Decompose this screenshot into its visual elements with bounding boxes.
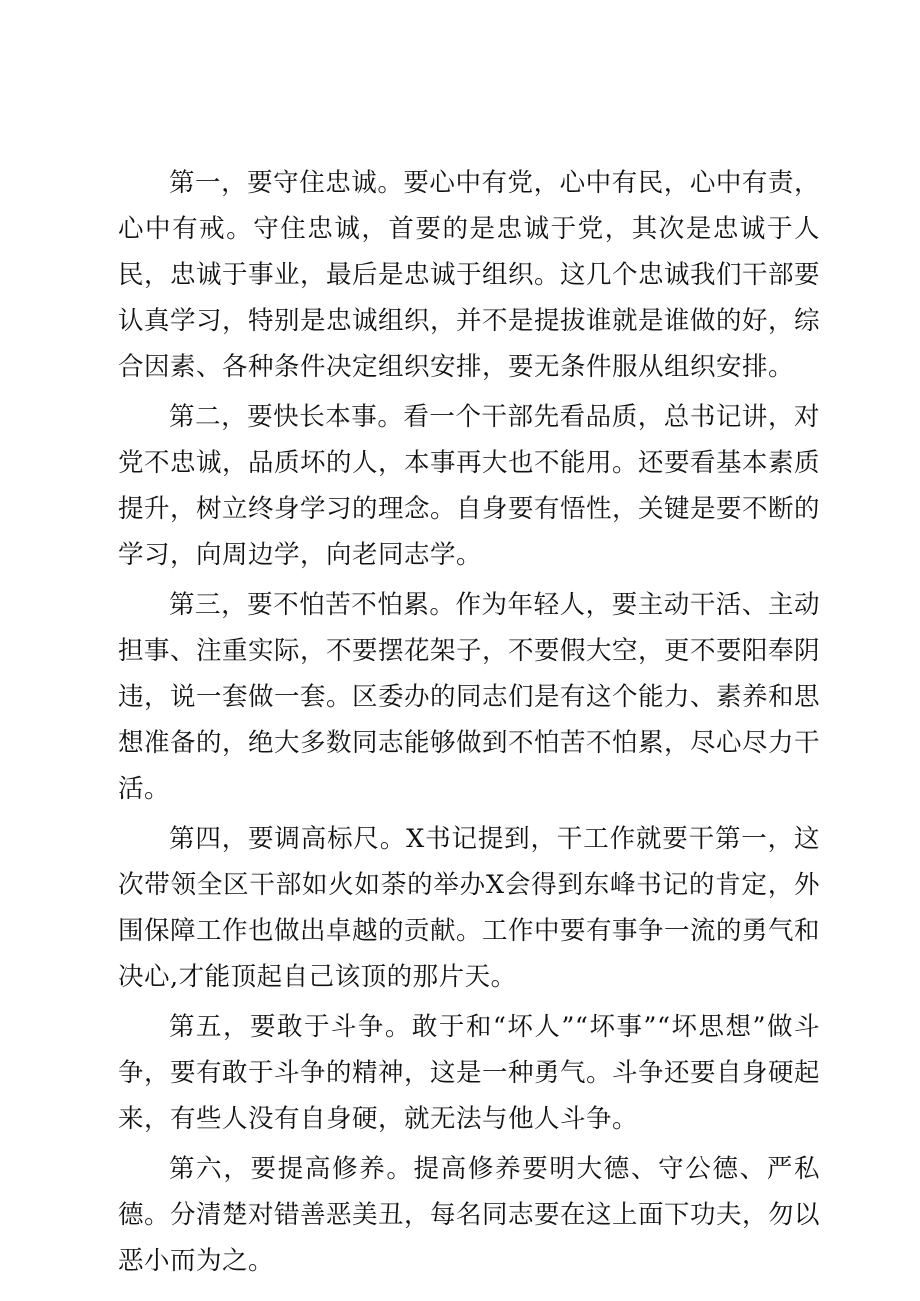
paragraph-5: 第五，要敢于斗争。敢于和“坏人”“坏事”“坏思想”做斗争，要有敢于斗争的精神，这是一种勇气。斗争还要自身硬起来，有些人没有自身硬，就无法与他人斗争。	[118, 1012, 821, 1134]
paragraph-2: 第二，要快长本事。看一个干部先看品质，总书记讲，对党不忠诚，品质坏的人，本事再大也不能用。还要看基本素质提升，树立终身学习的理念。自身要有悟性，关键是要不断的学习，向周边学，向老同志学。	[118, 402, 821, 570]
document-body	[118, 160, 820, 1284]
paragraph-3: 第三，要不怕苦不怕累。作为年轻人，要主动干活、主动担事、注重实际，不要摆花架子，不要假大空，更不要阳奉阴违，说一套做一套。区委办的同志们是有这个能力、素养和思想准备的，绝大多数同志能够做到不怕苦不怕累，尽心尽力干活。	[118, 590, 821, 804]
paragraph-1: 第一，要守住忠诚。要心中有党，心中有民，心中有责，心中有戒。守住忠诚，首要的是忠诚于党，其次是忠诚于人民，忠诚于事业，最后是忠诚于组织。这几个忠诚我们干部要认真学习，特别是忠诚组织，并不是提拔谁就是谁做的好，综合因素、各种条件决定组织安排，要无条件服从组织安排。	[118, 168, 821, 382]
paragraph-6: 第六，要提高修养。提高修养要明大德、守公德、严私德。分清楚对错善恶美丑，每名同志要在这上面下功夫，勿以恶小而为之。	[118, 1154, 821, 1276]
paragraph-4: 第四，要调高标尺。X书记提到，干工作就要干第一，这次带领全区干部如火如荼的举办X会得到东峰书记的肯定，外围保障工作也做出卓越的贡献。工作中要有事争一流的勇气和决心,才能顶起自己该顶的那片天。	[118, 824, 821, 992]
